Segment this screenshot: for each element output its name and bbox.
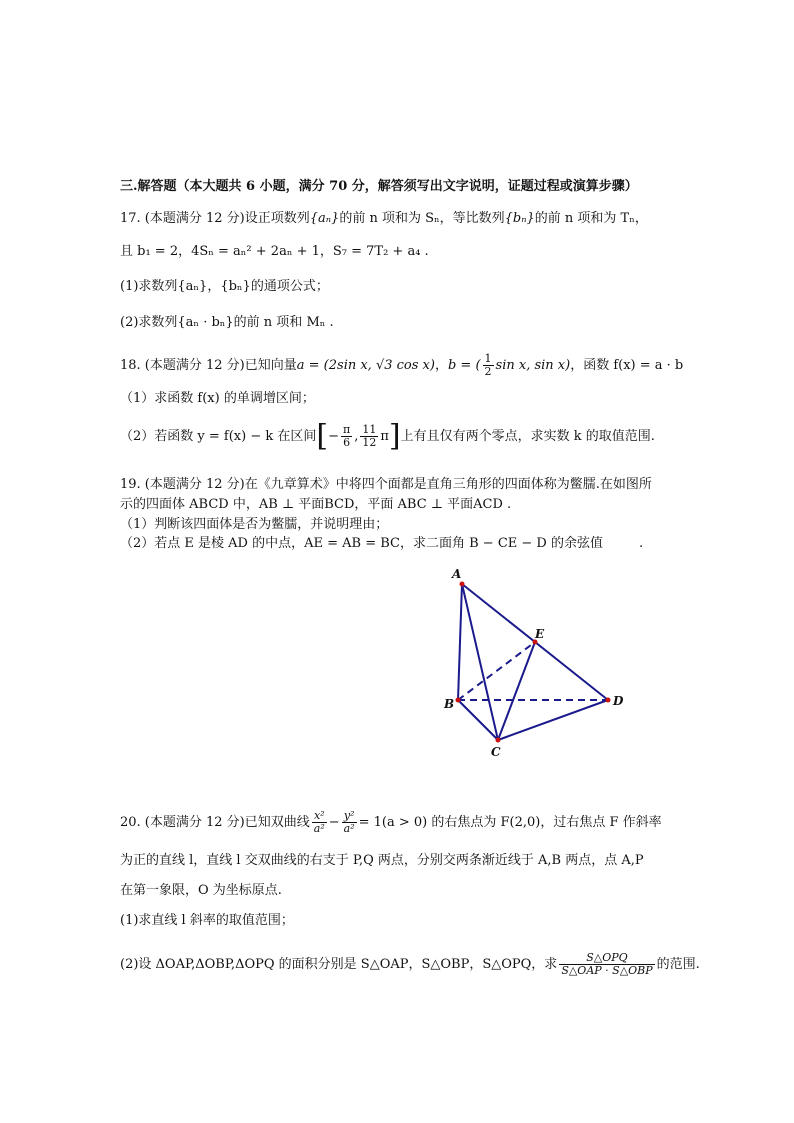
interval-separator: , (354, 429, 359, 444)
q18-part2-head: （2）若函数 y = f(x) − k 在区间 (120, 429, 317, 444)
q17-b-set: {bₙ} (504, 211, 535, 226)
q20-line3: 在第一象限，O 为坐标原点. (120, 883, 282, 898)
q17-a-set: {aₙ} (309, 211, 340, 226)
q18-vector-b-head: b = ( (447, 358, 481, 373)
q19-part2-dot: . (638, 536, 644, 551)
section-title: 三.解答题（本大题共 6 小题，满分 70 分，解答须写出文字说明，证题过程或演算步骤） (120, 179, 638, 194)
q18-part2-tail: 上有且仅有两个零点，求实数 k 的取值范围. (400, 429, 655, 444)
q20-fraction-x: $\frac{\text{x²}}{\text{a²}}$ (313, 809, 325, 835)
q17-part1: (1)求数列{aₙ}，{bₙ}的通项公式； (120, 279, 329, 294)
q18-function: ，函数 f(x) = a · b (570, 358, 684, 373)
point-d (606, 698, 611, 703)
edge-cd (498, 700, 608, 740)
q19-part2-text: （2）若点 E 是棱 AD 的中点，AE = AB = BC，求二面角 B − CE − D 的余弦值 (120, 536, 603, 551)
q18-vector-a: a = (2sin x, √3 cos x) (296, 358, 435, 373)
interval-fraction-1: $\frac{\pi}{6}$ (342, 423, 351, 449)
q20-part2-head: (2)设 ΔOAP,ΔOBP,ΔOPQ 的面积分别是 S△OAP，S△OBP，S△OPQ，求 (120, 957, 558, 972)
q18-vector-b-tail: sin x, sin x) (495, 358, 571, 373)
q20-part2-tail: 的范围. (656, 957, 700, 972)
label-e: E (535, 627, 545, 641)
left-bracket: [ (316, 418, 329, 454)
q17-mid1: 的前 n 项和为 Sₙ，等比数列 (339, 211, 505, 226)
point-a (460, 582, 465, 587)
q19-part1: （1）判断该四面体是否为鳖臑，并说明理由； (120, 517, 389, 532)
edge-bc (458, 700, 498, 740)
q18-head: 18. (本题满分 12 分)已知向量 (120, 358, 297, 373)
q20-fraction-y: $\frac{\text{y²}}{\text{a²}}$ (343, 809, 355, 835)
q20-head: 20. (本题满分 12 分)已知双曲线 (120, 815, 310, 830)
tetrahedron-figure (438, 562, 638, 762)
q18-part1: （1）求函数 f(x) 的单调增区间； (120, 391, 315, 406)
point-c (496, 738, 501, 743)
q19-line2: 示的四面体 ABCD 中，AB ⊥ 平面BCD，平面 ABC ⊥ 平面ACD . (120, 497, 512, 512)
label-a: A (452, 567, 462, 581)
label-c: C (491, 745, 501, 759)
q20-part2 (120, 952, 700, 977)
q18-part2 (120, 418, 655, 454)
right-bracket: ] (388, 418, 401, 454)
q18-line1: 18. (本题满分 12 分)已知向量a = (2sin x, √3 cos x)，b = ( $\frac{1}{2}$ sin x, sin x)，函数 f(x) = a · b (120, 352, 684, 378)
point-b (456, 698, 461, 703)
q20-area-fraction: $\frac{\text{S△OPQ}}{\text{S△OAP · S△OBP}}$ (561, 951, 653, 977)
q17-line1 (120, 210, 648, 228)
q18-vector-b-fraction: $\frac{1}{2}$ (484, 352, 492, 378)
q19-part2 (120, 535, 643, 553)
label-d: D (613, 694, 624, 708)
q20-line1 (120, 810, 662, 835)
interval-minus: − (328, 429, 339, 444)
interval-fraction-2: $\frac{11}{12}$ (362, 423, 377, 449)
q17-head: 17. (本题满分 12 分)设正项数列 (120, 211, 310, 226)
q20-equation-tail: = 1(a > 0) 的右焦点为 F(2,0)，过右焦点 F 作斜率 (358, 815, 662, 830)
q17-condition: 且 b₁ = 2，4Sₙ = aₙ² + 2aₙ + 1，S₇ = 7T₂ + a₄ . (120, 244, 429, 259)
q17-mid2: 的前 n 项和为 Tₙ， (534, 211, 648, 226)
q20-line2: 为正的直线 l，直线 l 交双曲线的右支于 P,Q 两点，分别交两条渐近线于 A,B 两点，点 A,P (120, 853, 644, 868)
q20-part1: (1)求直线 l 斜率的取值范围； (120, 913, 294, 928)
label-b: B (444, 697, 455, 711)
q20-minus: − (328, 815, 340, 830)
edge-ab (458, 584, 462, 700)
interval-pi: π (380, 429, 389, 444)
q17-part2: (2)求数列{aₙ · bₙ}的前 n 项和 Mₙ . (120, 315, 334, 330)
q19-line1: 19. (本题满分 12 分)在《九章算术》中将四个面都是直角三角形的四面体称为鳖臑.在如图所 (120, 477, 652, 492)
